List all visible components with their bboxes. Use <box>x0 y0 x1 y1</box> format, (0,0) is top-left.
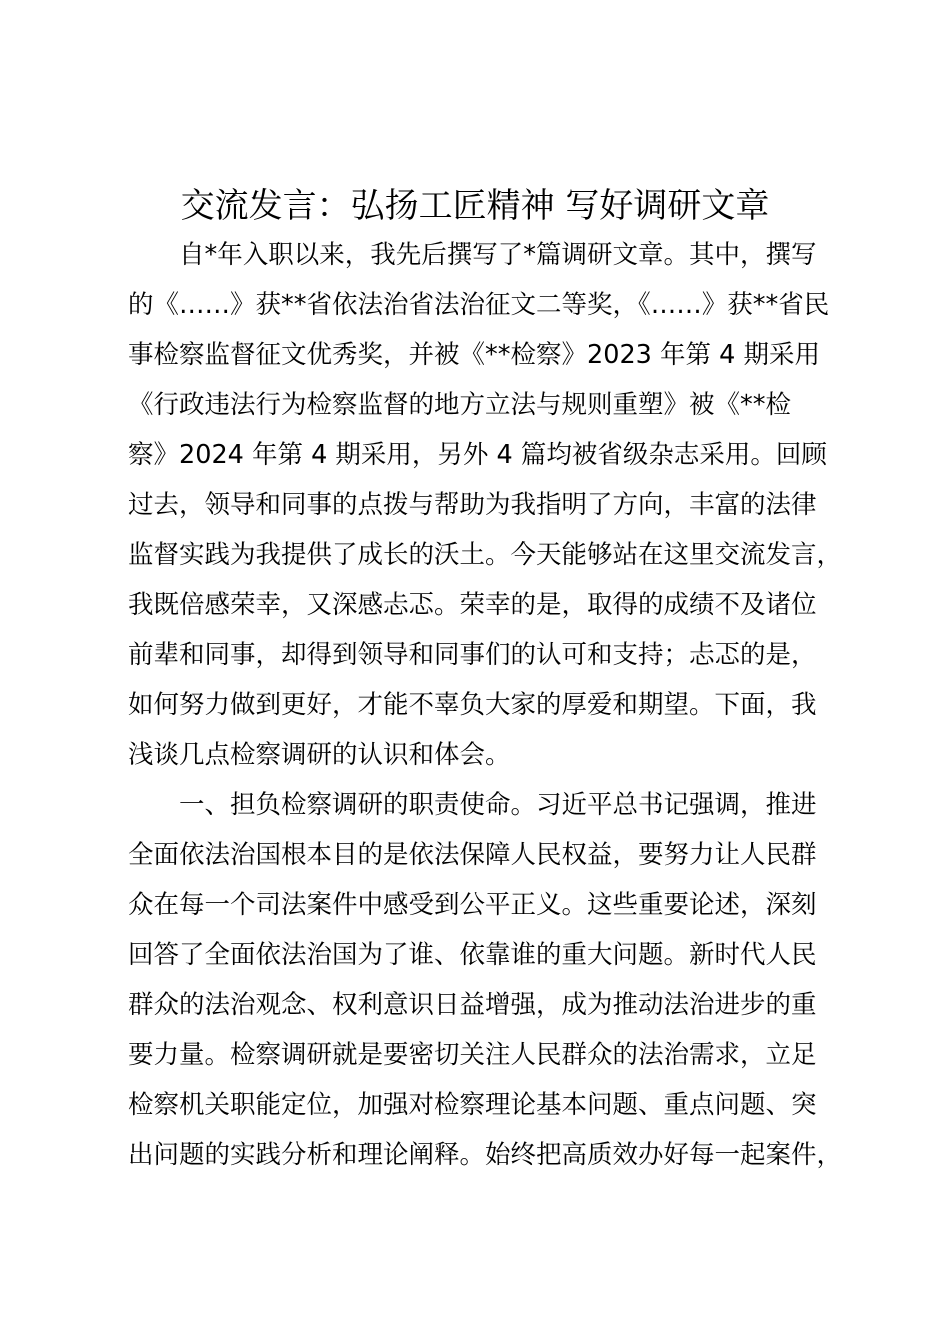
paragraph-1-line: 《行政违法行为检察监督的地方立法与规则重塑》被《**检 <box>128 390 792 420</box>
document-title: 交流发言：弘扬工匠精神 写好调研文章 <box>180 186 770 226</box>
paragraph-2-line: 群众的法治观念、权利意识日益增强，成为推动法治进步的重 <box>128 990 817 1020</box>
document-body <box>128 230 868 1180</box>
paragraph-1-line: 的《……》获**省依法治省法治征文二等奖，《……》获**省民 <box>128 290 830 320</box>
paragraph-2-line: 要力量。检察调研就是要密切关注人民群众的法治需求，立足 <box>128 1040 817 1070</box>
paragraph-2-line: 众在每一个司法案件中感受到公平正义。这些重要论述，深刻 <box>128 890 817 920</box>
paragraph-2-line: 回答了全面依法治国为了谁、依靠谁的重大问题。新时代人民 <box>128 940 817 970</box>
paragraph-1-line: 浅谈几点检察调研的认识和体会。 <box>128 740 511 770</box>
paragraph-1-line: 自*年入职以来，我先后撰写了*篇调研文章。其中，撰写 <box>179 240 817 270</box>
paragraph-2-line: 检察机关职能定位，加强对检察理论基本问题、重点问题、突 <box>128 1090 817 1120</box>
paragraph-2-line: 一、担负检察调研的职责使命。习近平总书记强调，推进 <box>179 790 817 820</box>
paragraph-1-line: 如何努力做到更好，才能不辜负大家的厚爱和期望。下面，我 <box>128 690 817 720</box>
paragraph-1-line: 监督实践为我提供了成长的沃土。今天能够站在这里交流发言， <box>128 540 843 570</box>
paragraph-1-line: 前辈和同事，却得到领导和同事们的认可和支持；忐忑的是， <box>128 640 817 670</box>
paragraph-1-line: 事检察监督征文优秀奖，并被《**检察》2023 年第 4 期采用 <box>128 340 820 370</box>
paragraph-1-line: 察》2024 年第 4 期采用，另外 4 篇均被省级杂志采用。回顾 <box>128 440 827 470</box>
paragraph-1-line: 过去，领导和同事的点拨与帮助为我指明了方向，丰富的法律 <box>128 490 817 520</box>
paragraph-2-line: 出问题的实践分析和理论阐释。始终把高质效办好每一起案件， <box>128 1140 843 1170</box>
paragraph-2-line: 全面依法治国根本目的是依法保障人民权益，要努力让人民群 <box>128 840 817 870</box>
paragraph-1-line: 我既倍感荣幸，又深感忐忑。荣幸的是，取得的成绩不及诸位 <box>128 590 817 620</box>
